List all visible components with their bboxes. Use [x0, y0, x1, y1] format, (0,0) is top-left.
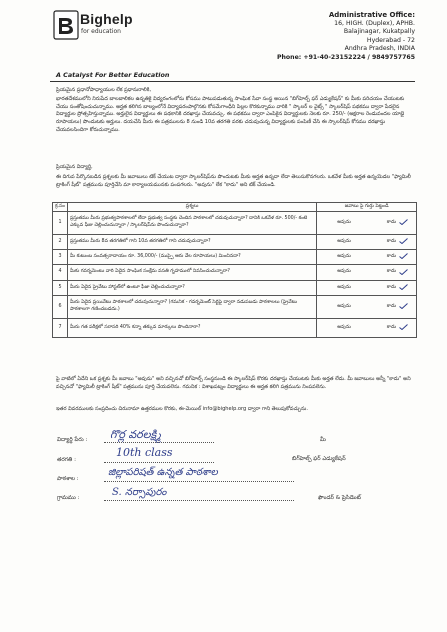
question-text: ప్రస్తుతము మీరు 8వ తరగతిలో గాని 10వ తరగతిలో గాని చదువుచున్నారా?: [67, 235, 316, 250]
contact-line: ఇతర వివరములకు సంప్రదించు చిరునామా ఉత్తరముల కొరకు, ఈ-మెయిల్ info@bighelp.org ద్వారా గాని తెలుపుకోవచ్చును.: [56, 406, 308, 412]
col-header-answer: జవాబు పై గుర్తు పెట్టండి: [317, 203, 417, 212]
class-value[interactable]: 10th class: [116, 446, 173, 459]
office-title: Administrative Office:: [328, 11, 415, 19]
row-number: 1: [53, 212, 68, 235]
closing-note: పై వాటిలో ఏదేని ఒక ప్రశ్నకు మీ జవాబు "అవును" అని వచ్చినచో బిగ్‌హెల్ప్ సంస్థనుండి ఈ స్కాలర్‌షిప్ కొరకు దరఖాస్తు చేయుటకు మీకు అర్హత లేదు. మీ జవాబులు అన్నీ "కాదు" అని వచ్చినచో "ఫ్యామిలీ ట్రాకింగ్ షీట్" పత్రమును పూర్తి చేయవలెను. గమనిక : విశాఖపట్నం విద్యార్థులు ఈ అర్హత కలిగి పత్రమును నింపవలెను.: [56, 376, 411, 390]
answer-cell[interactable]: [317, 235, 417, 250]
address-line: Balajinagar, Kukatpally: [343, 28, 415, 36]
col-header-number: క్ర.సం: [53, 203, 68, 212]
col-header-question: ప్రశ్నలు: [67, 203, 316, 212]
question-text: ప్రస్తుతము మీరు ప్రభుత్వపాఠశాలలో లేదా ప్రభుత్వ సంస్థకు చెందిన పాఠశాలలో చదువుచున్నారా? దానికి ఒకవేళ రూ. 500/- కంటె ఎక్కువ ఫీజు చెల్లించుచున్నారా / స్కాలర్‌షిప్‌ను పొందుచున్నారా?: [67, 212, 316, 235]
no-option[interactable]: కాదు: [386, 324, 397, 330]
yes-option[interactable]: అవును: [337, 219, 351, 225]
answer-cell[interactable]: [317, 212, 417, 235]
table-header-row: [53, 203, 417, 212]
student-name-underline: [104, 442, 214, 443]
signoff-yours: మీ: [320, 437, 326, 443]
no-option[interactable]: కాదు: [386, 284, 397, 290]
question-text: మీరు గత పరీక్షలో సరాసరి 40% కన్నా తక్కువ మార్కులు పొందినారా?: [67, 319, 316, 338]
village-label: గ్రామము :: [57, 495, 80, 501]
yes-option[interactable]: అవును: [337, 253, 351, 259]
checkmark-icon: [399, 219, 408, 225]
answer-cell[interactable]: [317, 319, 417, 338]
yes-option[interactable]: అవును: [337, 284, 351, 290]
checkmark-icon: [399, 269, 408, 275]
tagline: A Catalyst For Better Education: [56, 71, 170, 79]
row-number: 5: [53, 281, 68, 296]
no-option[interactable]: కాదు: [386, 219, 397, 225]
row-number: 2: [53, 235, 68, 250]
answer-cell[interactable]: [317, 250, 417, 265]
greeting: ప్రియమైన ప్రధానోపాధ్యాయుల లేక ప్రధానురాలికి,: [56, 87, 152, 93]
yes-option[interactable]: అవును: [337, 269, 351, 275]
answer-cell[interactable]: [317, 281, 417, 296]
address-line: 16, HIGH. (Duplex), APHB.: [334, 19, 415, 27]
student-instructions: ఈ దిగువ పేర్కొనబడిన ప్రశ్నలకు మీ జవాబులు టిక్ చేయుట ద్వారా స్కాలర్‌షిప్‌ను పొందుటకు మీకు అర్హత ఉన్నదా లేదా తెలుసుకొనగలరు. ఒకవేళ మీకు అర్హత ఉన్నయెడల "ఫ్యామిలీ ట్రాకింగ్ షీట్" పత్రమును పూర్తిచేసి మా కార్యాలయమునకు పంపగలరు. "అవును" లేక "కాదు" అని టిక్ చేయండి.: [56, 174, 411, 188]
address-line: Andhra Pradesh, INDIA: [344, 45, 415, 53]
row-number: 4: [53, 265, 68, 281]
no-option[interactable]: కాదు: [386, 269, 397, 275]
school-value[interactable]: జిల్లాపరిషత్ ఉన్నత పాఠశాల: [108, 467, 218, 478]
checkmark-icon: [399, 324, 408, 330]
yes-option[interactable]: అవును: [337, 303, 351, 309]
intro-paragraph: భారతదేశములోని నిరుపేద బాలబాలికల ఉన్నతికై విద్యరంగంలోను కోసము పాటుపడుతున్న సాంఘిక సేవా సంస్థ అయిన "బిగ్‌హెల్ప్ ఫర్ ఎడ్యుకేషన్" కు మీకు పరిచయం చేయుటకు చేయు సంతోషించుచున్నాము. అర్హత కలిగిన బాల్యంలోనే విద్యాపరంపాల్గొనకు కోసమేగాంధీని పిల్లల కొరకున్నాము వారికి " స్కాలర్ ల వైట్స్ " స్కాలర్‌షిప్ పథకము ద్వారా పేదలైన విద్యార్థుల ప్రోత్సహిస్తున్నాము. అర్హులైన విద్యార్థులు ఈ పథకానికి దరఖాస్తు చేయవచ్చు. ఈ పథకము ద్వారా ఎంపికైన విద్యార్థులకు నెలకు రూ. 250/- (అక్షరాల రెండువందల యాభై రూపాయలు) పొందుటకు అర్హులు. దయచేసి మీరు ఈ పత్రములను 8 నుండి 10వ తరగతి వరకు చదువుచున్న విద్యార్థులకు పంపిణీ చేసి ఈ స్కాలర్‌షిప్ కోసము దరఖాస్తు చేయవలసిందిగా కోరుచున్నాము.: [56, 96, 405, 133]
student-name-label: విద్యార్థి పేరు :: [57, 437, 88, 443]
question-text: మీకు గవర్నమెంటు వారి ఏదైన సాంఘిక సంక్షేమ వసతి గృహములో నివసించుచున్నారా?: [67, 265, 316, 281]
table-row: [53, 296, 417, 319]
checkmark-icon: [399, 238, 408, 244]
checkmark-icon: [399, 303, 408, 309]
no-option[interactable]: కాదు: [386, 253, 397, 259]
eligibility-table: [52, 202, 417, 338]
answer-cell[interactable]: [317, 265, 417, 281]
table-row: [53, 250, 417, 265]
table-row: [53, 265, 417, 281]
checkmark-icon: [399, 284, 408, 290]
village-underline: [104, 500, 294, 501]
row-number: 3: [53, 250, 68, 265]
phone-numbers: Phone: +91-40-23152224 / 9849757765: [276, 53, 415, 61]
table-row: [53, 235, 417, 250]
no-option[interactable]: కాదు: [386, 238, 397, 244]
student-name-value[interactable]: గొర్ల వరలక్ష్మి: [110, 428, 161, 441]
class-label: తరగతి :: [57, 457, 76, 463]
question-text: మీరు ఏదైన ప్రైవేటు హాస్టల్‌లో ఉంటూ ఫీజు చెల్లించుచున్నారా?: [67, 281, 316, 296]
signoff-title: ఫౌండర్ & ప్రెసిడెంట్: [318, 495, 361, 501]
address-line: Hyderabad - 72: [366, 36, 415, 44]
table-row: [53, 212, 417, 235]
brand-name: Bighelp: [80, 11, 133, 27]
school-label: పాఠశాల :: [57, 476, 79, 482]
table-row: [53, 281, 417, 296]
yes-option[interactable]: అవును: [337, 238, 351, 244]
no-option[interactable]: కాదు: [386, 303, 397, 309]
question-text: మీ కుటుంబ సంవత్సరాదాయం రూ. 36,000/- (ముప్పై ఆరు వేల రూపాయలు) మించినదా?: [67, 250, 316, 265]
student-salutation: ప్రియమైన విద్యార్థి,: [56, 164, 93, 170]
signoff-organization: బిగ్‌హెల్ప్ ఫర్ ఎడ్యుకేషన్: [292, 456, 346, 462]
header-divider: [50, 81, 415, 82]
answer-cell[interactable]: [317, 296, 417, 319]
row-number: 6: [53, 296, 68, 319]
school-underline: [104, 481, 294, 482]
village-value[interactable]: S. నర్సాపురం: [112, 487, 167, 498]
office-address-block: [277, 11, 415, 63]
question-text: మీరు ఏదైన ప్రయివేటు పాఠశాలలో చదువుచున్నారా? (గమనిక - గవర్నమెంట్ సెర్టిఫై ద్వారా నడుపబడు పాఠశాలలు (ప్రైవేటు పాఠశాలగా గణించబడదు.): [67, 296, 316, 319]
yes-option[interactable]: అవును: [337, 324, 351, 330]
table-row: [53, 319, 417, 338]
class-underline: [104, 462, 214, 463]
checkmark-icon: [399, 253, 408, 259]
row-number: 7: [53, 319, 68, 338]
bighelp-logo-icon: [53, 10, 79, 40]
brand-subtitle: for education: [81, 28, 121, 35]
